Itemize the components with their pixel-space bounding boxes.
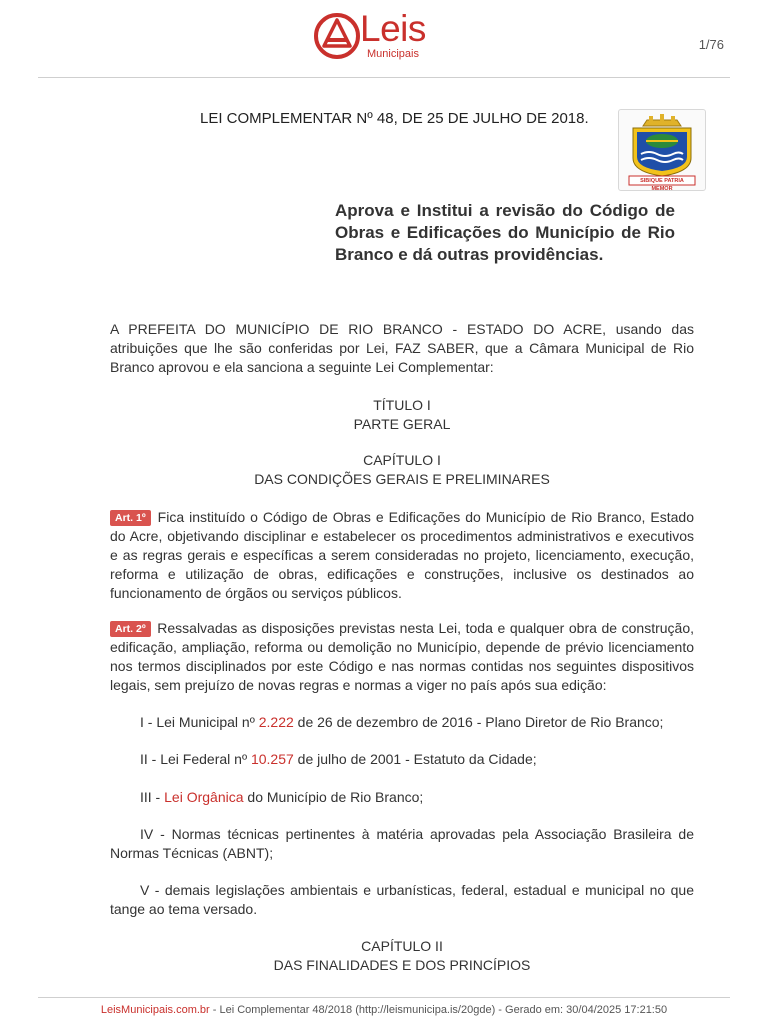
capitulo-1-name: DAS CONDIÇÕES GERAIS E PRELIMINARES	[254, 471, 550, 487]
municipal-coat-of-arms	[618, 109, 706, 191]
capitulo-1-heading	[110, 451, 694, 489]
capitulo-2-number: CAPÍTULO II	[361, 938, 443, 954]
capitulo-2-name: DAS FINALIDADES E DOS PRINCÍPIOS	[273, 957, 531, 973]
item-iii-prefix: III -	[140, 789, 165, 805]
article-2-badge[interactable]: Art. 2º	[110, 621, 151, 637]
item-ii	[110, 750, 694, 769]
item-i-prefix: I - Lei Municipal nº	[140, 714, 259, 730]
ementa: Aprova e Institui a revisão do Código de Obras e Edificações do Município de Rio Branco e dá outras providências.	[335, 201, 675, 264]
page-indicator: 1/76	[698, 37, 724, 52]
page-footer	[0, 1004, 768, 1016]
capitulo-2-heading	[110, 937, 694, 975]
link-lei-2222[interactable]: 2.222	[258, 714, 294, 730]
article-1	[110, 508, 694, 603]
brand-main: Leis	[360, 8, 426, 49]
item-i-suffix: de 26 de dezembro de 2016 - Plano Diretor de Rio Branco;	[293, 714, 664, 730]
article-2	[110, 619, 694, 695]
law-title: LEI COMPLEMENTAR Nº 48, DE 25 DE JULHO DE 2018.	[200, 110, 589, 127]
capitulo-1-number: CAPÍTULO I	[363, 452, 441, 468]
crest-motto: SIBIQUE PATRIA MEMOR	[640, 178, 684, 192]
article-1-badge[interactable]: Art. 1º	[110, 510, 151, 526]
header-divider	[38, 77, 730, 78]
footer-site-link[interactable]: LeisMunicipais.com.br	[100, 1004, 210, 1016]
item-iii	[110, 788, 694, 807]
titulo-heading	[110, 396, 694, 434]
footer-law-reference: - Lei Complementar 48/2018 (http://leismunicipa.is/20gde) -	[209, 1004, 506, 1016]
item-iv: IV - Normas técnicas pertinentes à matéria aprovadas pela Associação Brasileira de Normas Técnicas (ABNT);	[110, 826, 694, 861]
footer-generated-date: Gerado em: 30/04/2025 17:21:50	[505, 1004, 668, 1016]
link-lei-organica[interactable]: Lei Orgânica	[164, 789, 244, 805]
link-lei-10257[interactable]: 10.257	[250, 751, 294, 767]
item-iii-suffix: do Município de Rio Branco;	[243, 789, 424, 805]
item-ii-suffix: de julho de 2001 - Estatuto da Cidade;	[293, 751, 537, 767]
item-ii-prefix: II - Lei Federal nº	[140, 751, 251, 767]
preamble: A PREFEITA DO MUNICÍPIO DE RIO BRANCO - ESTADO DO ACRE, usando das atribuições que lhe são conferidas por Lei, FAZ SABER, que a Câmara Municipal de Rio Branco aprovou e ela sanciona a seguinte Lei Complementar:	[110, 321, 694, 375]
item-i	[110, 713, 694, 732]
titulo-name: PARTE GERAL	[353, 416, 451, 432]
titulo-number: TÍTULO I	[373, 397, 431, 413]
article-1-text: Fica instituído o Código de Obras e Edificações do Município de Rio Branco, Estado do Acre, objetivando disciplinar e estabelecer os procedimentos administrativos e executivos e as regras gerais e específicas a serem consideradas no projeto, licenciamento, execução, reforma e utilização de obras, edificações e construções, inclusive os destinados ao funcionamento de órgãos ou serviços públicos.	[110, 509, 694, 601]
article-2-text: Ressalvadas as disposições previstas nesta Lei, toda e qualquer obra de construção, edificação, ampliação, reforma ou demolição no Município, depende de prévio licenciamento nos termos disciplinados por este Código e nas normas contidas nos seguintes dispositivos legais, sem prejuízo de novas regras e normas a viger no país após sua edição:	[110, 620, 694, 693]
footer-divider	[38, 997, 730, 998]
item-v: V - demais legislações ambientais e urbanísticas, federal, estadual e municipal no que tange ao tema versado.	[110, 882, 694, 917]
brand-sub: Municipais	[367, 48, 419, 60]
